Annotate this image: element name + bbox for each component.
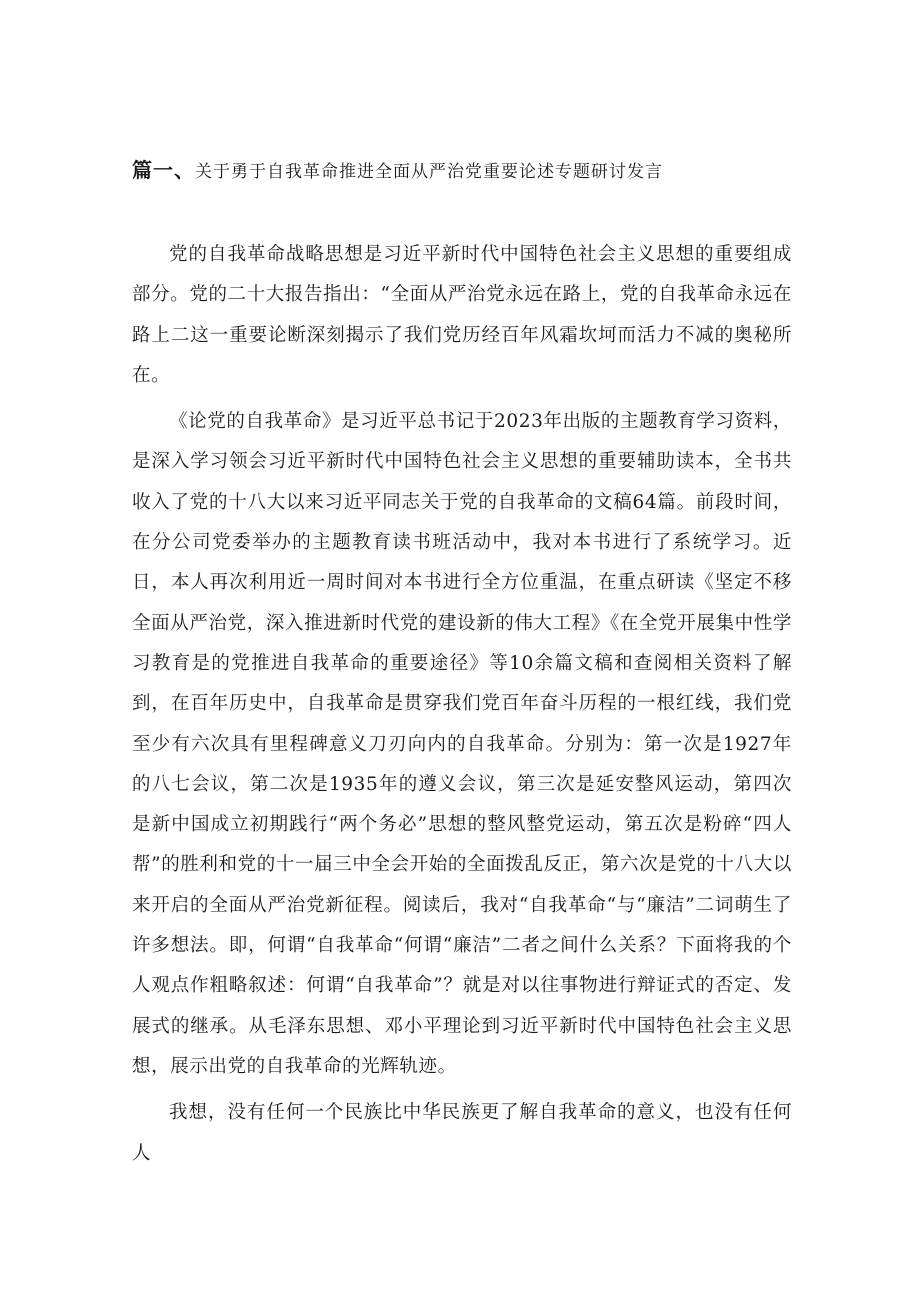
- paragraph-reflection: 我想，没有任何一个民族比中华民族更了解自我革命的意义，也没有任何人: [132, 1102, 792, 1164]
- section-label: 篇一、: [132, 158, 195, 182]
- document-body: [132, 235, 792, 1180]
- section-title: 关于勇于自我革命推进全面从严治党重要论述专题研讨发言: [195, 162, 663, 182]
- section-heading: [132, 156, 832, 186]
- paragraph-intro: 党的自我革命战略思想是习近平新时代中国特色社会主义思想的重要组成部分。党的二十大报告指出：“全面从严治党永远在路上，党的自我革命永远在路上二这一重要论断深刻揭示了我们党历经百年风霜坎坷而活力不减的奥秘所在。: [132, 244, 792, 386]
- paragraph-book-study: 《论党的自我革命》是习近平总书记于2023年出版的主题教育学习资料，是深入学习领会习近平新时代中国特色社会主义思想的重要辅助读本，全书共收入了党的十八大以来习近平同志关于党的自我革命的文稿64篇。前段时间，在分公司党委举办的主题教育读书班活动中，我对本书进行了系统学习。近日，本人再次利用近一周时间对本书进行全方位重温，在重点研读《坚定不移全面从严治党，深入推进新时代党的建设新的伟大工程》《在全党开展集中性学习教育是的党推进自我革命的重要途径》等10余篇文稿和查阅相关资料了解到，在百年历史中，自我革命是贯穿我们党百年奋斗历程的一根红线，我们党至少有六次具有里程碑意义刀刃向内的自我革命。分别为：第一次是1927年的八七会议，第二次是1935年的遵义会议，第三次是延安整风运动，第四次是新中国成立初期践行“两个务必”思想的整风整党运动，第五次是粉碎“四人帮”的胜利和党的十一届三中全会开始的全面拨乱反正，第六次是党的十八大以来开启的全面从严治党新征程。阅读后，我对“自我革命“与“廉洁”二词萌生了许多想法。即，何谓“自我革命“何谓“廉洁”二者之间什么关系？下面将我的个人观点作粗略叙述：何谓“自我革命”？就是对以往事物进行辩证式的否定、发展式的继承。从毛泽东思想、邓小平理论到习近平新时代中国特色社会主义思想，展示出党的自我革命的光辉轨迹。: [132, 411, 792, 1077]
